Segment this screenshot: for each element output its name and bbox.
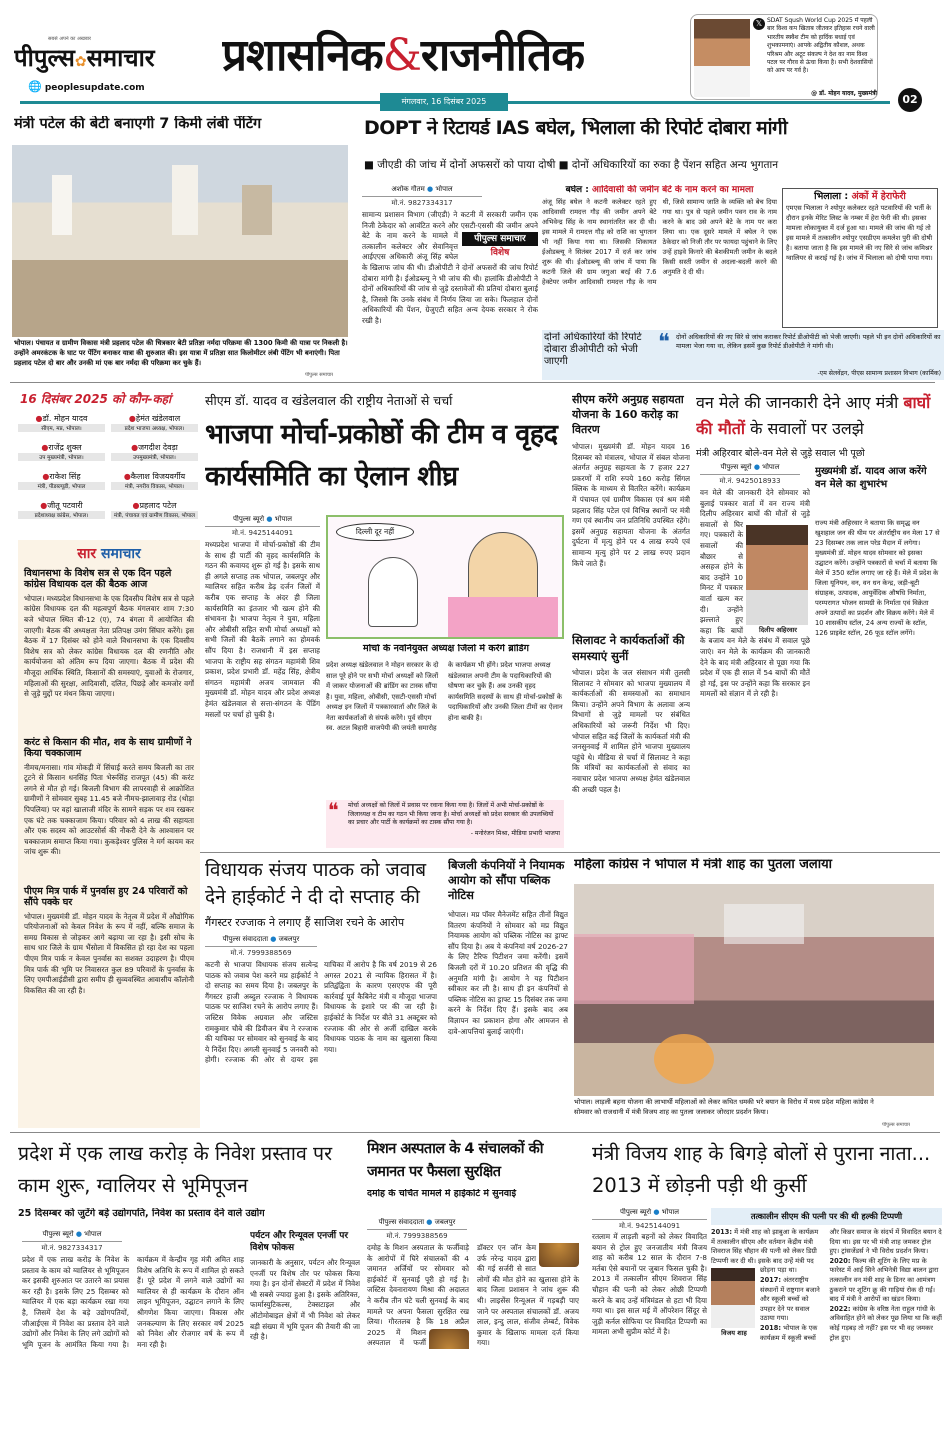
where-item: ●राजेंद्र शुक्ल उप मुख्यमंत्री, भोपाल। [18, 442, 105, 471]
shah-timeline-box [711, 1208, 942, 1442]
forest-body-wrap [700, 488, 810, 848]
effigy-headline: महिला कांग्रेस ने भोपाल में मंत्री शाह का पुतला जलाया [574, 858, 832, 872]
tweet-text: SDAT Sqush World Cup 2025 में पहली बार विश्व कप खिताब जीतकर इतिहास रचने वाली भारतीय स्क्वैश टीम को हार्दिक बधाई एवं शुभकामनाएं। आपके अद्वितीय कौशल, अथक परिश्रम और अटूट संकल्प ने देश का नाम विश्व पटल पर गौरव से ऊंचा किया है। सभी देशवासियों को आप पर गर्व है। [767, 17, 875, 75]
relief-body: भोपाल। मुख्यमंत्री डॉ. मोहन यादव 16 दिसम्बर को मंत्रालय, भोपाल में संबल योजना अंतर्गत अनुग्रह सहायता के 7 हजार 227 प्रकरणों में राशि रुपये 160 करोड़ सिंगल क्लिक के माध्यम से वितरित करेंगे। कार्यक्रम में पंचायत एवं ग्रामीण विकास एवं श्रम मंत्री प्रहलाद सिंह पटेल एवं विभिन्न स्थानों पर मंत्री गण एवं स्थानीय जन प्रतिनिधि उपस्थित रहेंगे। इसमें अनुग्रह सहायता योजना के अंतर्गत दुर्घटना में मृत्यु होने पर 4 लाख रुपये एवं सामान्य मृत्यु होने पर 2 लाख रुपए प्रदान किये जाते हैं। [572, 442, 690, 568]
cm-tweet-box [690, 14, 878, 100]
issue-date: मंगलवार, 16 दिसंबर 2025 [380, 93, 508, 111]
timeline-entry: 2022: कांग्रेस के वरिष्ठ नेता राहुल गांधी के अविवाहित होने को लेकर पूछ लिया था कि कहीं कोई गड़बड़ तो नहीं? इस पर भी वह जमकर ट्रोल हुए। [829, 1304, 942, 1342]
dopt-quote-box [542, 330, 944, 380]
section-title: प्रशासनिक&राजनीतिक [222, 30, 585, 81]
brief-headline: करंट से किसान की मौत, शव के साथ ग्रामीणों ने किया चक्काजाम [24, 736, 192, 759]
pathak-headline: विधायक संजय पाठक को जवाब देने हाईकोर्ट ने दी दो सप्ताह की [205, 859, 427, 908]
where-item: ●प्रहलाद पटेल मंत्री, पंचायत एवं ग्रामीण विकास, भोपाल [111, 500, 198, 529]
bjp-body: मध्यप्रदेश भाजपा में मोर्चा-प्रकोष्ठों की टीम के साथ ही पार्टी की वृहद कार्यसमिति के गठन की कवायद शुरू हो गई है। इसके साथ ही अगले सप्ताह तक भोपाल, जबलपुर और ग्वालियर सहित करीब डेढ़ दर्जन जिलों में करीब एक सप्ताह के अंदर ही जिला कार्यसमिति का इंतजार भी खत्म होने की संभावना है। भाजपा नेतृत्व ने युवा, महिला और ओबीसी सहित सभी मोर्चा अध्यक्षों को सभी जिलों की बैठकें लगाने का होमवर्क सौंप दिया है। राजधानी में इस सप्ताह भाजपा के राष्ट्रीय सह संगठन महामंत्री शिव प्रकाश, प्रदेश प्रभारी डॉ. महेंद्र सिंह, क्षेत्रीय संगठन महामंत्री अजय जामवाल की मुख्यमंत्री डॉ. मोहन यादव और प्रदेश अध्यक्ष हेमंत खंडेलवाल से सत्ता-संगठन के पेंडिंग मसलों पर चर्चा हो चुकी है। [205, 540, 320, 719]
timeline-entry: 2020: फिल्म की शूटिंग के लिए मप्र के फारेस्ट में आईं सिने अभिनेत्री विद्या बालन द्वारा तत्कालीन वन मंत्री शाह के डिनर का आमंत्रण ठुकराने पर शूटिंग क्रू की गाड़ियां रोक दी गईं। बाद में मंत्री ने आरोपों का खंडन किया। [829, 1256, 939, 1304]
dopt-byline-col: अशोक गौतम ● भोपाल मो.नं. 9827334317 [362, 185, 482, 209]
mission-subhead: दमोह के चर्चित मामले में हाईकोर्ट में सुनवाई [367, 1189, 517, 1199]
vijay-shah-photo-caption: विजय शाह [721, 1329, 747, 1337]
tweet-author: @ डॉ. मोहन यादव, मुख्यमंत्री [811, 90, 877, 97]
bjp-sub-body: प्रदेश अध्यक्ष खंडेलवाल ने मोहन सरकार के दो साल पूरे होने पर सभी मोर्चा अध्यक्षों को जिलों में जाकर योजनाओं की ब्रांडिंग का टास्क सौंपा है। युवा, महिला, ओबीसी, एसटी-एससी मोर्चा अध्यक्ष इन जिलों में पत्रकारवार्ता और जिले के नेता कार्यकर्ताओं से संपर्क करेंगे। पूर्व सीएम स्व. अटल बिहारी वाजपेयी की जयंती समारोह के कार्यक्रम भी होंगे। प्रदेश भाजपा अध्यक्ष खंडेलवाल अपनी टीम के पदाधिकारियों की घोषणा कर चुके हैं। अब उनकी वृहद कार्यसमिति सदस्यों के साथ ही मोर्चा-प्रकोष्ठों के पदाधिकारियों और उनकी जिला टीमों का ऐलान होना बाकी है। [326, 661, 563, 732]
effigy-caption: भोपाल। लाड़ली बहना योजना की लाभार्थी महिलाओं को लेकर कथित धमकी भरे बयान के विरोध में मध्य प्रदेश महिला कांग्रेस ने सोमवार को राजधानी में मंत्री विजय शाह का पुतला जलाकर जोरदार प्रदर्शन किया। [574, 1098, 874, 1116]
forest-headline: वन मेले की जानकारी देने आए मंत्री बाघों की मौतों के सवालों पर उलझे [696, 393, 931, 438]
patel-painting-photo [12, 145, 348, 337]
newspaper-logo[interactable]: पीपुल्स✿समाचार [14, 44, 155, 72]
patel-headline: मंत्री पटेल की बेटी बनाएगी 7 किमी लंबी पेंटिंग [14, 116, 262, 132]
patel-credit: पीपुल्स समाचार [305, 372, 334, 378]
location-pin-icon: ● [41, 443, 49, 452]
where-grid [18, 413, 198, 533]
brief-headline: पीएम मित्र पार्क में पुनर्वास हुए 24 परिवारों को सौंपे पक्के घर [24, 885, 188, 908]
effigy-credit: पीपुल्स समाचार [882, 1122, 911, 1128]
tagline: सबसे अपने का अखबार [48, 36, 92, 42]
page-number: 02 [898, 88, 922, 112]
power-headline: बिजली कंपनियों ने नियामक आयोग को सौंपा पब्लिक नोटिस [448, 858, 565, 902]
timeline-entry: 2013: में मंत्री शाह को झाबुआ के कार्यक्रम में तत्कालीन सीएम और वर्तमान केंद्रीय मंत्री शिवराज सिंह चौहान की पत्नी को लेकर डिग्री टिप्पणी कर दी थी। इसके बाद उन्हें मंत्री पद छोड़ना पड़ा था। [711, 1228, 819, 1275]
dopt-quote: दोनों अधिकारियों की नए सिरे से जांच कराकर रिपोर्ट डीओपीटी को भेजी जाएगी। पहले भी इन दोनों अधिकारियों का मामला भेजा गया था, लेकिन इसमें कुछ रिपोर्ट डीओपीटी ने मांगी थी। [676, 333, 941, 350]
dopt-quote-author: -एम सेलवेंद्रन, पीएस सामान्य प्रशासन विभाग (कार्मिक) [817, 370, 941, 377]
timeline-entry: 2018: भोपाल के एक कार्यक्रम में स्कूली बच्चों और किन्नर समाज के संदर्भ में विवादित बयान दे दिया था। इस पर भी मंत्री शाह जमकर ट्रोल हुए। ट्रांसजेंडर्स ने भी विरोध प्रदर्शन किया। [760, 1228, 942, 1342]
ahirwar-photo [746, 525, 808, 625]
vijay-shah-photo-block [711, 1268, 757, 1338]
cartoon-speech-bubble: दिल्ली दूर नहीं [336, 523, 414, 541]
invest-byline-col: पीपुल्स ब्यूरो ● भोपाल मो.नं. 9827334317 [22, 1230, 122, 1255]
bjp-quote-box: ❝ मोर्चा अध्यक्षों को जिलों में प्रवास पर रवाना किया गया है। जिलों में अभी मोर्चा-प्रकोष्ठों के जिलाध्यक्ष व टीम का गठन भी किया जाना है। मोर्चा अध्यक्षों को प्रदेश सरकार की उपलब्धियों का प्रचार और पार्टी के कार्यक्रमों का टास्क सौंपा गया है। - मनोरंजन मिश्रा, मीडिया प्रभारी भाजपा [326, 800, 564, 848]
masthead [0, 0, 945, 112]
location-pin-icon: ● [132, 501, 140, 510]
quote-icon: ❝ [328, 800, 339, 822]
ahirwar-photo-block [746, 525, 810, 635]
brief-body: भोपाल। मुख्यमंत्री डॉ. मोहन यादव के नेतृत्व में प्रदेश में औद्योगिक परियोजनाओं को केवल निवेश के रूप में नहीं, बल्कि समाज के समग्र विकास से जोड़कर आगे बढ़ाया जा रहा है। इसी सोच के साथ धार जिले के ग्राम भैंसोला में विकसित हो रहा देश का पहला पीएम मित्र पार्क न केवल पुनर्वास का सशक्त उदाहरण है। पीएम मित्र पार्क की भूमि पर निवासरत कुल 89 परिवारों के पुनर्वास के लिए एमपीआईडीसी द्वारा समीप ही सुव्यवस्थित आवासीय कॉलोनी विकसित की जा रही है। [24, 911, 194, 995]
logo-flower-icon: ✿ [74, 54, 87, 70]
location-pin-icon: ● [40, 501, 48, 510]
where-item: ●कैलाश विजयवर्गीय मंत्री, नगरीय विकास, भोपाल। [111, 471, 198, 500]
dopt-body: सामान्य प्रशासन विभाग (जीएडी) ने कटनी में सरकारी जमीन एक निजी ठेकेदार को आवंटित करने और एसटी-एससी की जमीन अपने बेटे के नाम करने के मामले में तत्कालीन कलेक्टर और सेवानिवृत्त आईएएस अधिकारी अंजू सिंह बघेल के खिलाफ जांच की थी। डीओपीटी ने दोनों अफसरों की जांच रिपोर्ट दोबारा मांगी है। ईओडब्ल्यू ने भी जांच की थी। हालांकि डीओपीटी ने दोनों अधिकारियों की जांच से जुड़े दस्तावेजों की प्रतियां दोबारा बुलाई है, जिससे कि उनके संबंध में निर्णय लिया जा सके। फिलहाल दोनों अधिकारियों की पेंशन, ग्रेजुएटी सहित अन्य देयक सरकार ने रोक रखी है। [362, 210, 538, 325]
bjp-headline: भाजपा मोर्चा-प्रकोष्ठों की टीम व वृहद कार्यसमिति का ऐलान शीघ्र [205, 419, 558, 492]
dopt-headline: DOPT ने रिटायर्ड IAS बघेल, भिलाला की रिपोर्ट दोबारा मांगी [364, 118, 788, 139]
brief-headline: विधानसभा के विशेष सत्र से एक दिन पहले कांग्रेस विधायक दल की बैठक आज [24, 568, 172, 590]
mission-byline-col: पीपुल्स संवाददाता ● जबलपुर मो.नं. 7999388569 [367, 1218, 467, 1243]
silawat-headline: सिलावट ने कार्यकर्ताओं की समस्याएं सुनीं [572, 633, 685, 663]
patel-caption: भोपाल। पंचायत व ग्रामीण विकास मंत्री प्रहलाद पटेल की चित्रकार बेटी प्रतिज्ञा नर्मदा परिक्रमा की 1300 किमी की यात्रा पर निकली है। उन्होंने अमरकंटक के घाट पर पेंटिंग बनाकर यात्रा की शुरुआत की। इस यात्रा में प्रतिज्ञा सात किलोमीटर लंबी पेंटिंग भी बनाएंगी। पिता प्रहलाद पटेल दो बार और उनकी मां एक बार नर्मदा की परिक्रमा कर चुके हैं। [14, 339, 348, 367]
shah-body: रतलाम में लाड़ली बहनों को लेकर विवादित बयान से ट्रोल हुए जनजातीय मंत्री विजय शाह को करीब 12 साल के दौरान 7-8 मर्तबा ऐसे बयानों पर जुबान फिसल चुकी है। 2013 में तत्कालीन सीएम शिवराज सिंह चौहान की पत्नी को लेकर ओछी टिप्पणी करने के बाद उन्हें मंत्रिमंडल से हटा भी दिया गया था। इस साल मई में ऑपरेशन सिंदूर से जुड़ी कर्नल सोफिया पर विवादित टिप्पणी का मामला अभी सुप्रीम कोर्ट में है। [592, 1232, 707, 1337]
silawat-body: भोपाल। प्रदेश के जल संसाधन मंत्री तुलसी सिलावट ने सोमवार को भाजपा मुख्यालय में कार्यकर्ताओं की समस्याओं का समाधान किया। उन्होंने अपने विभाग के अलावा अन्य विभागों से जुड़े मामलों पर संबंधित अधिकारियों को जरूरी निर्देश भी दिए। भोपाल सहित कई जिलों के कार्यकर्ता मंत्री की जनसुनवाई में शामिल होने भाजपा मुख्यालय पहुंचे थे। मीडिया से चर्चा में सिलावट ने कहा कि मंत्रियों का कार्यकर्ताओं से संवाद का नवाचार प्रदेश भाजपा अध्यक्ष हेमंत खंडेलवाल की अच्छी पहल है। [572, 668, 690, 794]
brief-body: भोपाल। मध्यप्रदेश विधानसभा के एक दिवसीय विशेष सत्र से पहले कांग्रेस विधायक दल की महत्वपूर्ण बैठक मंगलवार शाम 7:30 बजे भोपाल स्थित बी-12 (ए), 74 बंगला में आयोजित की जाएगी। बैठक की अध्यक्षता नेता प्रतिपक्ष उमंग सिंघार करेंगे। इस बैठक में 17 दिसंबर को होने वाले विधानसभा के एक दिवसीय विशेष सत्र को लेकर कांग्रेस विधायक दल की रणनीति और कार्ययोजना को अंतिम रूप दिया जाएगा। बैठक में प्रदेश की मौजूदा आर्थिक स्थिति, किसानों की समस्याएं, युवाओं के रोजगार, महिलाओं की सुरक्षा, आदिवासी, दलित, पिछड़े और कमजोर वर्गों से जुड़े मुद्दों पर मंथन किया जाएगा। [24, 593, 194, 699]
cm-photo [694, 19, 750, 97]
cartoon [326, 515, 564, 639]
location-pin-icon: ● [123, 472, 131, 481]
forest-body: वन मेले की जानकारी देने सोमवार को बुलाई पत्रकार वार्ता में वन राज्य मंत्री दिलीप अहिरवार बाघों की मौतों से जुड़े सवालों से घिर गए। पत्रकारों के सवालों की बौछार से असहज होने के बाद उन्होंने 10 मिनट में पत्रकार वार्ता खत्म कर दी। उन्होंने झल्लाते हुए कहा कि बाघों के बजाय वन मेले के संबंध में सवाल पूछे जाएं। वन मेले के कार्यक्रम की जानकारी देने के बाद मंत्री अहिरवार से पूछा गया कि प्रदेश में एक ही साल में 54 बाघों की मौतें हो गई, इस पर उन्होंने कहा कि सरकार इन मामलों को संज्ञान में ले रही है। [700, 488, 810, 699]
power-body: भोपाल। मप्र पॉवर मैनेजमेंट सहित तीनों विद्युत वितरण कंपनियों ने सोमवार को मप्र विद्युत नियामक आयोग को पब्लिक नोटिस का ड्राफ्ट सौंप दिया है। अब ये कंपनियां वर्ष 2026-27 के लिए टैरिफ पिटीशन जमा करेंगी। इसमें बिजली दरों में 10.20 प्रतिशत की वृद्धि की अनुमति मांगी है। आयोग ने यह पिटीशन स्वीकार कर ली है। साथ ही इन कंपनियों से पब्लिक नोटिस का ड्राफ्ट 15 दिसंबर तक जमा करने के निर्देश दिए हैं। इसके बाद अब विज्ञापन का प्रकाशन होगा और आमजन से दावे-आपत्तियां बुलाई जाएंगी। [448, 910, 568, 1036]
shah-byline-col: पीपुल्स ब्यूरो ● भोपाल मो.नं. 9425144091 [592, 1208, 707, 1233]
mission-body: दमोह के मिशन अस्पताल के फर्जीवाड़े के आरोपों में घिरे संचालकों की 4 जमानत अर्जियों पर सोमवार को हाईकोर्ट में सुनवाई पूरी हो गई है। जस्टिस देवनारायण मिश्रा की अदालत ने करीब तीन घंटे चली सुनवाई के बाद मामले पर अपना फैसला सुरक्षित रख लिया। गौरतलब है कि 18 अप्रैल 2025 में मिशन अस्पताल में फर्जी डॉक्टर एन जॉन केम उर्फ नरेन्द्र यादव द्वारा की गई सर्जरी से सात लोगों की मौत होने का खुलासा होने के बाद जिला प्रशासन ने जांच शुरू की थी। लाइसेंस रिन्यूअल में गड़बड़ी पाए जाने पर अस्पताल संचालकों डॉ. अजय लाल, इन्दु लाल, संजीव लेम्बर्ट, विवेक कुमार के खिलाफ मामला दर्ज किया गया। [367, 1243, 579, 1348]
where-item: ●राकेश सिंह मंत्री, पीडब्ल्यूडी, भोपाल [18, 471, 105, 500]
shah-box-title: तत्कालीन सीएम की पत्नी पर की थी हल्की टिप्पणी [711, 1208, 942, 1225]
invest-subhead: 25 दिसम्बर को जुटेंगे बड़े उद्योगपति, निवेश का प्रस्ताव देने वाले उद्योग [18, 1208, 265, 1219]
timeline-entry: 2017: अंतरराष्ट्रीय संस्थानों में राष्ट्रगान बजाने और स्कूली बच्चों को उपहार देने पर सवाल उठाया गया। [760, 1275, 820, 1323]
bullet-icon: ■ [364, 159, 378, 171]
location-pin-icon: ● [128, 414, 136, 423]
dopt-side-headline: दोनों अधिकारियों की रिपोर्ट दोबारा डीओपीटी को भेजी जाएगी [544, 332, 642, 367]
brief-body: नीमच/मनासा। गांव मोकड़ी में सिंचाई करते समय बिजली का तार टूटने से किसान धनसिंह पिता भेरूसिंह राजपूत (45) की करंट लगने से मौत हो गई। बिजली विभाग की लापरवाही से आक्रोशित ग्रामीणों ने सोमवार सुबह 11.45 बजे नीमच-झालावाड़ रोड (थोड़ा पिपलिया) पर वहां खालाजी मंदिर के सामने सड़क पर शव रखकर एक घंटे तक चक्काजाम किया। परिवार को 4 लाख की सहायता और एक सदस्य को आउटसोर्स की नौकरी देने के आश्वासन पर चक्काजाम समाप्त किया गया। कुकड़ेश्वर पुलिस ने मर्ग कायम कर जांच शुरू की। [24, 762, 194, 857]
pathak-body: कटनी से भाजपा विधायक संजय सत्येन्द्र पाठक को जवाब पेश करने मप्र हाईकोर्ट ने दो सप्ताह का समय दिया है। जबलपुर के गैंगस्टर हाजी अब्दुल रज्जाक ने विधायक पाठक पर साजिश रचने के आरोप लगाए हैं। जस्टिस विवेक अग्रवाल और जस्टिस रामकुमार चौबे की डिवीजन बेंच ने रज्जाक की याचिका पर सोमवार को सुनवाई के बाद ये निर्देश दिए। अगली सुनवाई 5 जनवरी को होगी। रज्जाक की ओर से दायर इस याचिका में आरोप है कि वर्ष 2019 से 26 अगस्त 2021 से न्यायिक हिरासत में है। प्रतिद्वंद्विता के कारण एसएएफ की पूरी कार्रवाई पूर्व कैबिनेट मंत्री व मौजूदा भाजपा विधायक के इशारे पर की जा रही है। हाईकोर्ट के निर्देश पर बीते 31 अक्टूबर को रज्जाक की ओर से अर्जी दाखिल करके विधायक पाठक के नाम का खुलासा किया गया। [205, 960, 437, 1065]
mission-headline: मिशन अस्पताल के 4 संचालकों की जमानत पर फैसला सुरक्षित [367, 1141, 543, 1180]
quote-icon: ❝ [658, 330, 670, 355]
invest-headline: प्रदेश में एक लाख करोड़ के निवेश प्रस्ताव पर काम शुरू, ग्वालियर से भूमिपूजन [18, 1142, 333, 1197]
vijay-shah-photo [711, 1268, 755, 1328]
invest-side-body: जानकारी के अनुसार, पर्यटन और रिन्यूवल एनर्जी पर विशेष तौर पर फोकस किया गया है। इन दोनों सेक्टरों में प्रदेश में निवेश भी सबसे ज्यादा हुआ है। इसके अतिरिक्त, फार्मास्युटिकल्स, टेक्सटाइल और ऑटोमोबाइल क्षेत्रों में भी निवेश को लेकर बड़ी संख्या में भूमि पूजन की तैयारी की जा रही है। [250, 1258, 360, 1342]
bullet-icon: ■ [558, 159, 572, 171]
bjp-byline-col: पीपुल्स ब्यूरो ● भोपाल मो.नं. 9425144091 [205, 515, 320, 540]
website[interactable]: 🌐 peoplesupdate.com [28, 80, 145, 93]
brief-news-panel: सार समाचार विधानसभा के विशेष सत्र से एक दिन पहले कांग्रेस विधायक दल की बैठक आज भोपाल। मध्यप्रदेश विधानसभा के एक दिवसीय विशेष सत्र से पहले कांग्रेस विधायक दल की महत्वपूर्ण बैठक मंगलवार शाम 7:30 बजे भोपाल स्थित बी-12 (ए), 74 बंगला में आयोजित की जाएगी। बैठक की अध्यक्षता नेता प्रतिपक्ष उमंग सिंघार करेंगे। इस बैठक में 17 दिसंबर को होने वाले विधानसभा के एक दिवसीय विशेष सत्र को लेकर कांग्रेस विधायक दल की रणनीति और कार्ययोजना को अंतिम रूप दिया जाएगा। बैठक में प्रदेश की मौजूदा आर्थिक स्थिति, किसानों की समस्याएं, युवाओं के रोजगार, महिलाओं की सुरक्षा, आदिवासी, दलित, पिछड़े और कमजोर वर्गों से जुड़े मुद्दों पर मंथन किया जाएगा। करंट से किसान की मौत, शव के साथ ग्रामीणों ने किया चक्काजाम नीमच/मनासा। गांव मोकड़ी में सिंचाई करते समय बिजली का तार टूटने से किसान धनसिंह पिता भेरूसिंह राजपूत (45) की करंट लगने से मौत हो गई। बिजली विभाग की लापरवाही से आक्रोशित ग्रामीणों ने सोमवार सुबह 11.45 बजे नीमच-झालावाड़ रोड (थोड़ा पिपलिया) पर वहां खालाजी मंदिर के सामने सड़क पर शव रखकर एक घंटे तक चक्काजाम किया। परिवार को 4 लाख की सहायता और एक सदस्य को आउटसोर्स की नौकरी देने के आश्वासन पर चक्काजाम समाप्त किया गया। कुकड़ेश्वर पुलिस ने मर्ग कायम कर जांच शुरू की। पीएम मित्र पार्क में पुनर्वास हुए 24 परिवारों को सौंपे पक्के घर भोपाल। मुख्यमंत्री डॉ. मोहन यादव के नेतृत्व में प्रदेश में औद्योगिक परियोजनाओं को केवल निवेश के रूप में नहीं, बल्कि समाज के समग्र विकास से जोड़कर आगे बढ़ाया जा रहा है। इसी सोच के साथ धार जिले के ग्राम भैंसोला में विकसित हो रहा देश का पहला पीएम मित्र पार्क न केवल पुनर्वास का सशक्त उदाहरण है। पीएम मित्र पार्क की भूमि पर निवासरत कुल 89 परिवारों के पुनर्वास के लिए एमपीआईडीसी द्वारा समीप ही सुव्यवस्थित आवासीय कॉलोनी विकसित की जा रही है। [18, 540, 200, 1128]
forest-subhead: मंत्री अहिरवार बोले-वन मेले से जुड़े सवाल भी पूछो [696, 448, 865, 459]
special-badge: पीपुल्स समाचार विशेष [462, 232, 538, 262]
invest-side-head: पर्यटन और रिन्यूवल एनर्जी पर विशेष फोकस [250, 1231, 349, 1253]
globe-icon: 🌐 [28, 80, 42, 93]
where-item: ●हेमंत खंडेलवाल प्रदेश भाजपा अध्यक्ष, भोपाल। [111, 413, 198, 442]
location-pin-icon: ● [131, 443, 139, 452]
dopt-bullets: ■ जीएडी की जांच में दोनों अफसरों को पाया दोषी ■ दोनों अधिकारियों का रुका है पेंशन सहित अन्य भुगतान [364, 159, 779, 171]
bhilala-box: भिलाला : अंकों में हेराफेरी एमएस भिलाला ने श्योपुर कलेक्टर रहते पटवारियों की भर्ती के दौरान इनके मेरिट लिस्ट के नम्बर में हेरा फेरी की थी। इसका मामला लोकायुक्त में दर्ज हुआ था। मामले की जांच की गई तो इस मामले में तत्कालीन श्योपुर एसडीएम कमलेश पुरी की दोषी है। बताया जाता है कि इस मामले की नए सिरे से जांच कमिश्नर ग्वालियर से कराई गई है। जांच में भिलाला को दोषी पाया गया। [782, 188, 938, 328]
invest-body: प्रदेश में एक लाख करोड़ के निवेश के प्रस्ताव के काम को ग्वालियर से भूमिपूजन कर इसकी शुरुआत पर उतारने का प्रयास कर रही है। इसके लिए 25 दिसम्बर को ग्वालियर में एक बड़ा कार्यक्रम रखा गया है, जिसमें देश के बड़े उद्योगपतियों, जीआईएस में निवेश का प्रस्ताव देने वाले उद्योगों और निवेश के लिए लगे उद्योगों को भूमि पूजन के आमंत्रित किया गया है। कार्यक्रम में केन्द्रीय गृह मंत्री अमित शाह विशेष अतिथि के रूप में शामिल हो सकते हैं। पूरे प्रदेश में लगने वाले उद्योगों का ग्वालियर से ही कार्यक्रम के दौरान ऑन लाइन भूमिपूजन, उद्घाटन लगाने के लिए श्रीगणेश किया जाएगा। विकास और जनकल्याण के लिए सरकार वर्ष 2025 को निवेश और रोजगार वर्ष के रूप में मना रही है। [22, 1255, 244, 1349]
location-pin-icon: ● [42, 472, 50, 481]
forest-side-body: राज्य मंत्री अहिरवार ने बताया कि समृद्ध वन खुशहाल जन की थीम पर अंतर्राष्ट्रीय वन मेला 17 से 23 दिसम्बर तक लाल परेड मैदान में लगेगा। मुख्यमंत्री डॉ. मोहन यादव सोमवार को इसका उद्घाटन करेंगे। उन्होंने पत्रकारों से चर्चा में बताया कि मेले में 350 स्टॉल लगाए जा रहे हैं। मेले में प्रदेश के जिला यूनियन, वन, वन धन केन्द्र, जड़ी-बूटी संग्राहक, उत्पादक, आयुर्वेदिक औषधि निर्माता, परम्परागत भोजन सामग्री के निर्माता एवं विक्रेता अपने उत्पादों का प्रदर्शन और विक्रय करेंगे। मेले में 10 शासकीय स्टॉल, 24 अन्य राज्यों के स्टॉल, 126 प्राइवेट स्टॉल, 26 फूड स्टॉल लगेंगे। [815, 519, 940, 637]
baghel-body: अंजू सिंह बघेल ने कटनी कलेक्टर रहते हुए आदिवासी रामदत्त गौड़ की जमीन अपने बेटे अभिवेन्द्र सिंह के नाम स्थानांतरित कर दी थी। इस मामले में रामदत्त गौड़ को राशि का भुगतान भी नहीं किया गया था। जिसकी शिकायत ईओडब्ल्यू ने सितंबर 2017 में दर्ज कर जांच शुरू की थी। ईओडब्ल्यू की जांच में पाया कि कटनी जिले की ग्राम जगुआ बरई की 7.6 हेक्टेयर जमीन आदिवासी रामदत्त गौड़ के नाम थी, जिसे सामान्य जाति के व्यक्ति को बेच दिया गया था। पुत्र से पहले जमीन पवन राव के नाम करने के बाद उसे अपने बेटे के नाम पर करा लिया था। एक दूसरे मामले में बघेल ने एक ठेकेदार को निजी तौर पर फायदा पहुंचाने के लिए उन्हें हाइवे किनारे की बेशकीमती जमीन के बदले किसी सस्ती जमीन से अदला-बदली करने की अनुमति दे दी थी। [542, 198, 777, 287]
shah-headline: मंत्री विजय शाह के बिगड़े बोलों से पुराना नाता... 2013 में छोड़नी पड़ी थी कुर्सी [592, 1142, 931, 1197]
ahirwar-photo-caption: दिलीप अहिरवार [759, 626, 797, 634]
bhilala-body: एमएस भिलाला ने श्योपुर कलेक्टर रहते पटवारियों की भर्ती के दौरान इनके मेरिट लिस्ट के नम्बर में हेरा फेरी की थी। इसका मामला लोकायुक्त में दर्ज हुआ था। मामले की जांच की गई तो इस मामले में तत्कालीन श्योपुर एसडीएम कमलेश पुरी की दोषी है। बताया जाता है कि इस मामले की नए सिरे से जांच कमिश्नर ग्वालियर से कराई गई है। जांच में भिलाला को दोषी पाया गया। [786, 203, 933, 262]
pathak-byline-col: पीपुल्स संवाददाता ● जबलपुर मो.नं. 7999388569 [205, 935, 317, 960]
where-item: ●जगदीश देवड़ा उपमुख्यमंत्री, भोपाल। [111, 442, 198, 471]
x-icon: 𝕏 [753, 18, 765, 30]
where-title: 16 दिसंबर 2025 को कौन-कहां [20, 392, 172, 406]
where-item: ●जीतू पटवारी प्रदेशाध्यक्ष कांग्रेस, भोपाल। [18, 500, 105, 529]
pathak-subhead: गैंगस्टर रज्जाक ने लगाए हैं साजिश रचने के आरोप [205, 916, 405, 929]
location-pin-icon: ● [35, 414, 43, 423]
effigy-protest-photo [574, 884, 934, 1096]
baghel-box: बघेल : आदिवासी की जमीन बेटे के नाम करने का मामला अंजू सिंह बघेल ने कटनी कलेक्टर रहते हुए आदिवासी रामदत्त गौड़ की जमीन अपने बेटे अभिवेन्द्र सिंह के नाम स्थानांतरित कर दी थी। इस मामले में रामदत्त गौड़ को राशि का भुगतान भी नहीं किया गया था। जिसकी शिकायत ईओडब्ल्यू ने सितंबर 2017 में दर्ज कर जांच शुरू की थी। ईओडब्ल्यू की जांच में पाया कि कटनी जिले की ग्राम जगुआ बरई की 7.6 हेक्टेयर जमीन आदिवासी रामदत्त गौड़ के नाम थी, जिसे सामान्य जाति के व्यक्ति को बेच दिया गया था। पुत्र से पहले जमीन पवन राव के नाम करने के बाद उसे अपने बेटे के नाम पर करा लिया था। एक दूसरे मामले में बघेल ने एक ठेकेदार को निजी तौर पर फायदा पहुंचाने के लिए उन्हें हाइवे किनारे की बेशकीमती जमीन के बदले किसी सस्ती जमीन से अदला-बदली करने की अनुमति दे दी थी। [542, 185, 777, 325]
relief-headline: सीएम करेंगे अनुग्रह सहायता योजना के 160 करोड़ का वितरण [572, 393, 684, 436]
mission-body-wrap [367, 1243, 579, 1441]
bjp-subhead: मोर्चा के नवनियुक्त अध्यक्ष जिलों में करेंगे ब्रांडिंग [363, 644, 529, 654]
forest-byline-col: पीपुल्स ब्यूरो ● भोपाल मो.नं. 9425018933 [700, 463, 800, 488]
where-item: ●डॉ. मोहन यादव सीएम, मप्र, भोपाल। [18, 413, 105, 442]
dopt-body-wrap [362, 210, 538, 380]
bjp-kicker: सीएम डॉ. यादव व खंडेलवाल की राष्ट्रीय नेताओं से चर्चा [205, 393, 453, 408]
forest-side-headline: मुख्यमंत्री डॉ. यादव आज करेंगे वन मेले का शुभारंभ [815, 466, 927, 490]
